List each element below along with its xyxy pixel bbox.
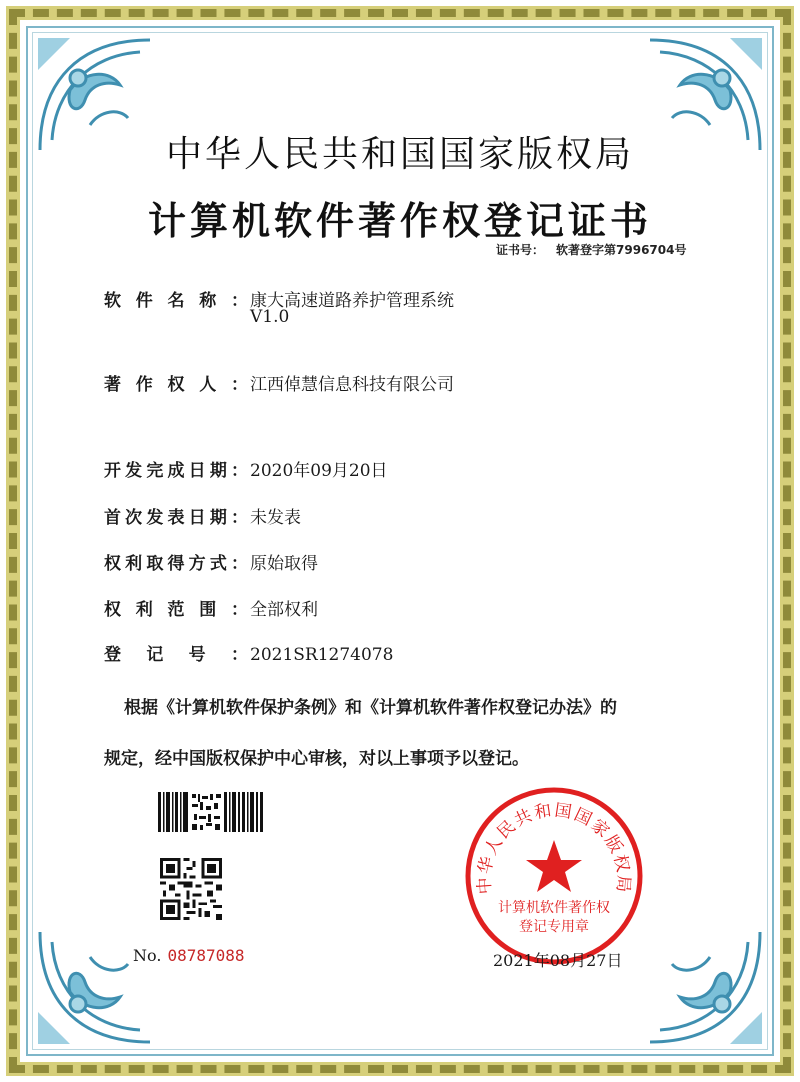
serial-number [133, 946, 245, 965]
field-value: 未发表 [250, 508, 301, 528]
certificate-number-value: 软著登字第7996704号 [556, 243, 687, 257]
seal-center-line-1: 计算机软件著作权 [498, 900, 610, 916]
corner-ornament-bottom-left [30, 922, 160, 1052]
issuing-authority: 中华人民共和国国家版权局 [165, 134, 634, 175]
field-label: 软件名称： [104, 291, 248, 311]
field-publish-date [104, 503, 301, 528]
field-value: 2021SR1274078 [250, 645, 394, 665]
registration-statement [104, 693, 704, 769]
corner-ornament-bottom-right [640, 922, 770, 1052]
field-value: 江西倬慧信息科技有限公司 [250, 375, 454, 395]
field-value: 康大高速道路养护管理系统 [250, 291, 454, 311]
field-label: 权利范围： [104, 600, 248, 620]
statement-line-2: 规定，经中国版权保护中心审核，对以上事项予以登记。 [104, 749, 529, 769]
field-value: 全部权利 [250, 600, 318, 620]
certificate-border-inner-line [32, 32, 768, 1050]
field-copyright-owner [104, 370, 454, 395]
certificate-number [496, 241, 686, 258]
field-label: 首次发表日期： [104, 508, 248, 528]
field-label: 开发完成日期： [104, 461, 248, 481]
field-value: 原始取得 [250, 554, 318, 574]
seal-ring-text: 中华人民共和国国家版权局 [474, 800, 634, 895]
field-development-date [104, 456, 388, 481]
field-label: 权利取得方式： [104, 554, 248, 574]
field-label: 登记号： [104, 645, 248, 665]
field-value: 2020年09月20日 [250, 461, 388, 481]
barcode [158, 792, 268, 832]
official-seal [462, 784, 646, 968]
seal-star-icon [526, 840, 582, 892]
serial-number-label: No. [133, 946, 162, 965]
field-acquire-method [104, 549, 318, 574]
field-registration-number [104, 640, 393, 665]
field-rights-scope [104, 595, 318, 620]
seal-center-line-2: 登记专用章 [519, 919, 589, 935]
certificate-title: 计算机软件著作权登记证书 [147, 199, 652, 243]
issue-date: 2021年08月27日 [493, 951, 623, 970]
qr-code [160, 858, 222, 920]
statement-line-1: 根据《计算机软件保护条例》和《计算机软件著作权登记办法》的 [124, 698, 617, 718]
field-label: 著作权人： [104, 375, 248, 395]
software-version: V1.0 [250, 307, 290, 327]
certificate-number-label: 证书号： [496, 243, 545, 257]
serial-number-value: 08787088 [167, 946, 245, 965]
